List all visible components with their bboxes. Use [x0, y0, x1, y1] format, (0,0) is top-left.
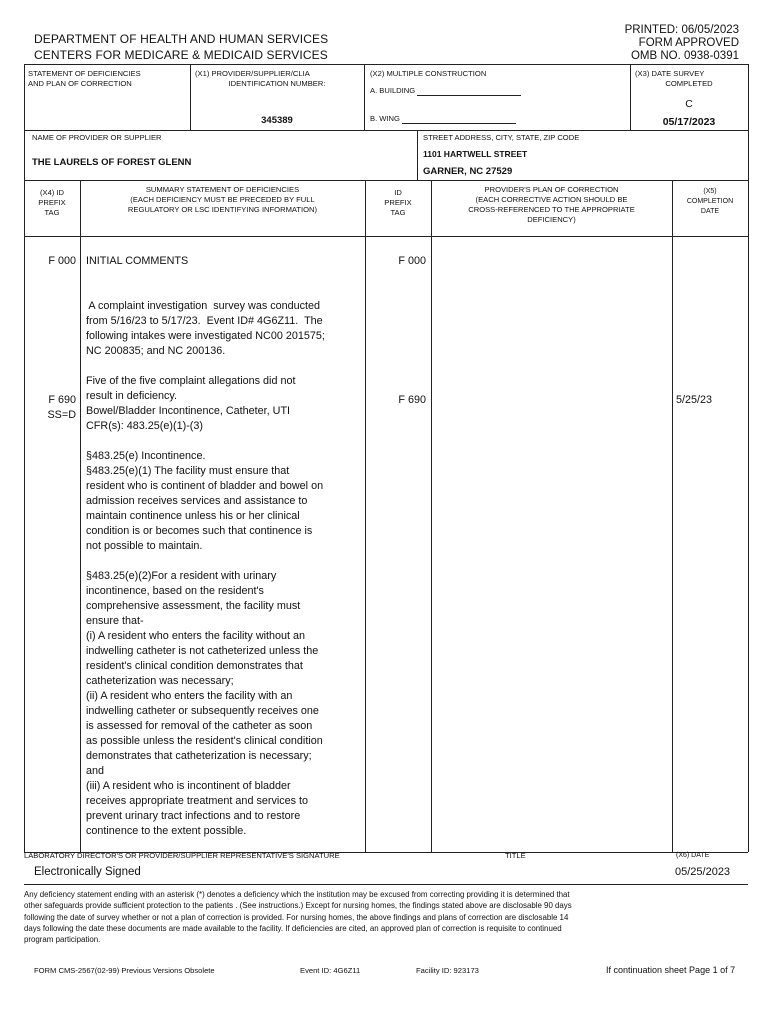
deficiency-line: Bowel/Bladder Incontinence, Catheter, UTI — [86, 405, 291, 417]
deficiency-line: indwelling catheter is not catheterized unless the — [86, 645, 319, 657]
city-state-zip: GARNER, NC 27529 — [423, 166, 513, 177]
deficiency-text — [86, 254, 362, 839]
disclaimer-line: program participation. — [24, 935, 101, 945]
x3-label: (X3) DATE SURVEY — [635, 69, 705, 78]
tag-f690-right: F 690 — [398, 394, 426, 406]
agency-title: CENTERS FOR MEDICARE & MEDICAID SERVICES — [34, 48, 328, 62]
x5-header: (X5) COMPLETION DATE — [686, 188, 734, 215]
x6-date-label: (X6) DATE — [676, 852, 710, 859]
facility-id: Facility ID: 923173 — [416, 966, 479, 975]
tag-f000-right: F 000 — [398, 255, 426, 267]
id-header: ID PREFIX TAG — [384, 188, 412, 217]
street-address: 1101 HARTWELL STREET — [423, 149, 528, 159]
disclaimer-line: other safeguards provide sufficient protection to the patients . (See instructions.) Except for nursing homes, the findings stated above are disclosable 90 days — [24, 901, 572, 911]
deficiency-line — [86, 269, 362, 284]
wing-label: B. WING — [370, 114, 516, 124]
survey-code: C — [685, 98, 693, 110]
divider — [417, 130, 418, 180]
deficiency-line: Five of the five complaint allegations did not — [86, 375, 296, 387]
deficiency-line: prevent urinary tract infections and to restore — [86, 810, 301, 822]
deficiency-line: resident's clinical condition demonstrates that — [86, 660, 303, 672]
x2-label: (X2) MULTIPLE CONSTRUCTION — [370, 69, 487, 78]
deficiency-line: following intakes were investigated NC00 201575; — [86, 330, 325, 342]
deficiency-line — [86, 554, 362, 569]
deficiency-line: indwelling catheter or subsequently receives one — [86, 705, 319, 717]
deficiency-line: comprehensive assessment, the facility must — [86, 600, 301, 612]
deficiency-line: maintain continence unless his or her clinical — [86, 510, 300, 522]
deficiency-line: resident who is continent of bladder and bowel on — [86, 480, 324, 492]
deficiency-line: demonstrates that catheterization is necessary; — [86, 750, 312, 762]
event-id: Event ID: 4G6Z11 — [300, 966, 361, 975]
title-label: TITLE — [505, 851, 526, 860]
building-label: A. BUILDING — [370, 86, 521, 96]
frame-left-line — [24, 64, 25, 852]
deficiency-line: catheterization was necessary; — [86, 675, 234, 687]
deficiency-line: ensure that- — [86, 615, 144, 627]
printed-date: PRINTED: 06/05/2023 — [624, 24, 739, 36]
col-line — [672, 180, 673, 852]
deficiency-line — [86, 434, 362, 449]
deficiency-line: CFR(s): 483.25(e)(1)-(3) — [86, 420, 203, 432]
summary-header: SUMMARY STATEMENT OF DEFICIENCIES (EACH DEFICIENCY MUST BE PRECEDED BY FULL REGULATORY OR LSC IDENTIFYING INFORMATION) — [127, 185, 318, 214]
statement-label: STATEMENT OF DEFICIENCIES AND PLAN OF CORRECTION — [28, 69, 141, 88]
divider — [24, 180, 748, 181]
deficiency-line: A complaint investigation survey was conducted — [86, 300, 321, 312]
x4-header: (X4) ID PREFIX TAG — [38, 188, 66, 217]
deficiency-line: §483.25(e)(1) The facility must ensure that — [86, 465, 290, 477]
omb-number: OMB NO. 0938-0391 — [630, 50, 739, 62]
disclaimer-line: days following the date these documents are made available to the facility. If deficiencies are cited, an approved plan of correction is requisite to continued — [24, 923, 562, 933]
survey-date: 05/17/2023 — [662, 116, 716, 128]
divider — [24, 236, 748, 237]
signature-label: LABORATORY DIRECTOR'S OR PROVIDER/SUPPLIER REPRESENTATIVE'S SIGNATURE — [24, 851, 340, 860]
divider — [24, 130, 748, 131]
deficiency-line: result in deficiency. — [86, 390, 178, 402]
x1-label: (X1) PROVIDER/SUPPLIER/CLIA — [195, 69, 310, 78]
deficiency-line: §483.25(e) Incontinence. — [86, 450, 206, 462]
deficiency-line: (iii) A resident who is incontinent of bladder — [86, 780, 291, 792]
divider — [364, 64, 365, 130]
deficiency-line: incontinence, based on the resident's — [86, 585, 264, 597]
frame-right-line — [748, 64, 749, 852]
deficiency-line: condition is or becomes such that continence is — [86, 525, 313, 537]
frame-top-line — [24, 64, 748, 65]
divider — [24, 884, 748, 885]
address-label: STREET ADDRESS, CITY, STATE, ZIP CODE — [423, 133, 580, 142]
completion-date: 5/25/23 — [676, 394, 713, 406]
deficiency-line: not possible to maintain. — [86, 540, 203, 552]
disclaimer-text — [24, 889, 748, 945]
form-number: FORM CMS-2567(02-99) Previous Versions Obsolete — [34, 966, 215, 975]
provider-name: THE LAURELS OF FOREST GLENN — [32, 157, 192, 168]
tag-f690: F 690 — [48, 394, 76, 406]
deficiency-line — [86, 284, 362, 299]
deficiency-line: is assessed for removal of the catheter as soon — [86, 720, 313, 732]
deficiency-line — [86, 359, 362, 374]
tag-f000: F 000 — [48, 255, 76, 267]
deficiency-line: and — [86, 765, 105, 777]
provider-id-number: 345389 — [261, 115, 293, 126]
deficiency-line: receives appropriate treatment and services to — [86, 795, 309, 807]
deficiency-line: INITIAL COMMENTS — [86, 255, 189, 267]
deficiency-line: §483.25(e)(2)For a resident with urinary — [86, 570, 277, 582]
department-title: DEPARTMENT OF HEALTH AND HUMAN SERVICES — [34, 32, 329, 46]
deficiency-line: from 5/16/23 to 5/17/23. Event ID# 4G6Z11. The — [86, 315, 323, 327]
deficiency-line: (i) A resident who enters the facility without an — [86, 630, 306, 642]
plan-header: PROVIDER'S PLAN OF CORRECTION (EACH CORRECTIVE ACTION SHOULD BE CROSS-REFERENCED TO THE APPROPRIATE DEFICIENCY) — [468, 185, 635, 224]
deficiency-line: (ii) A resident who enters the facility with an — [86, 690, 293, 702]
x3-label-2: COMPLETED — [665, 79, 713, 88]
x1-label-2: IDENTIFICATION NUMBER: — [228, 79, 326, 88]
deficiency-line: continence to the extent possible. — [86, 825, 247, 837]
signature-value: Electronically Signed — [34, 866, 141, 878]
deficiency-line: admission receives services and assistance to — [86, 495, 308, 507]
signature-date: 05/25/2023 — [675, 866, 731, 878]
disclaimer-line: Any deficiency statement ending with an asterisk (*) denotes a deficiency which the institution may be excused from correcting providing it is determined that — [24, 890, 570, 899]
col-line — [431, 180, 432, 852]
col-line — [80, 180, 81, 852]
tag-f690-severity: SS=D — [47, 409, 76, 421]
form-approved: FORM APPROVED — [638, 37, 739, 49]
deficiency-line: as possible unless the resident's clinical condition — [86, 735, 323, 747]
provider-name-label: NAME OF PROVIDER OR SUPPLIER — [32, 133, 162, 142]
col-line — [365, 180, 366, 852]
deficiency-line: NC 200835; and NC 200136. — [86, 345, 226, 357]
disclaimer-line: following the date of survey whether or not a plan of correction is provided. For nursing homes, the above findings and plans of correction are disclosable 14 — [24, 912, 569, 922]
page-continuation: If continuation sheet Page 1 of 7 — [606, 965, 736, 975]
